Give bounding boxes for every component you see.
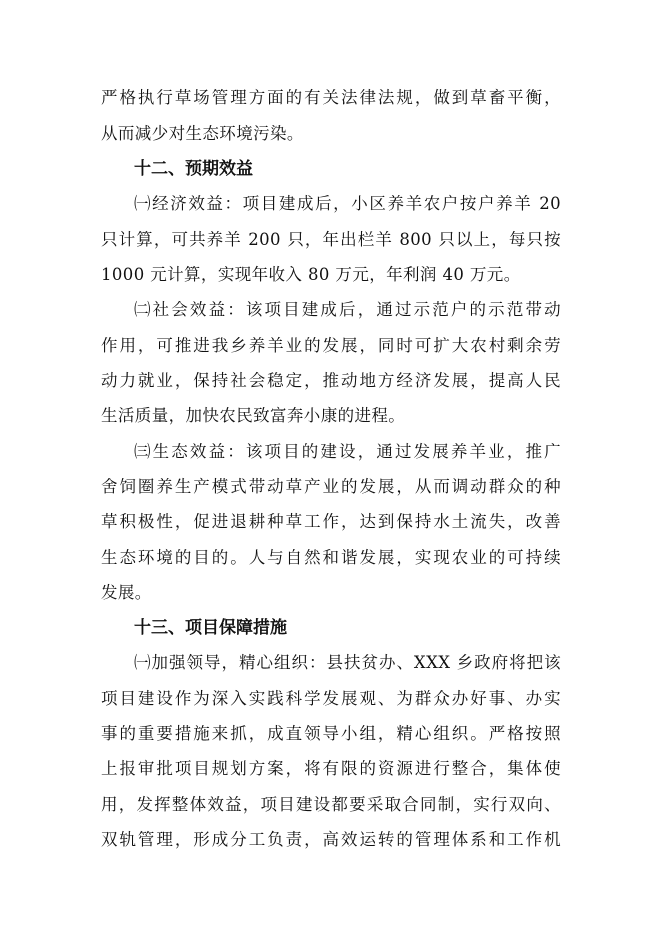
paragraph-line: 双轨管理，形成分工负责，高效运转的管理体系和工作机 xyxy=(101,830,561,849)
paragraph-line: 从而减少对生态环境污染。 xyxy=(101,124,304,143)
paragraph-line: 用，发挥整体效益，项目建设都要采取合同制，实行双向、 xyxy=(101,795,561,814)
paragraph-line: 只计算，可共养羊 200 只，年出栏羊 800 只以上，每只按 xyxy=(101,230,561,249)
paragraph-line: 上报审批项目规划方案，将有限的资源进行整合，集体使 xyxy=(101,759,561,778)
paragraph-line: ㈡社会效益：该项目建成后，通过示范户的示范带动 xyxy=(134,300,561,319)
section-heading: 十二、预期效益 xyxy=(134,159,253,179)
paragraph-line: 事的重要措施来抓，成直领导小组，精心组织。严格按照 xyxy=(101,724,561,743)
paragraph-line: 生态环境的目的。人与自然和谐发展，实现农业的可持续 xyxy=(101,548,561,567)
paragraph-line: 发展。 xyxy=(101,583,152,602)
paragraph-line: 动力就业，保持社会稳定，推动地方经济发展，提高人民 xyxy=(101,371,561,390)
paragraph-line: 生活质量，加快农民致富奔小康的进程。 xyxy=(101,406,406,425)
paragraph-line: ㈠经济效益：项目建成后，小区养羊农户按户养羊 20 xyxy=(134,194,561,213)
paragraph-line: 舍饲圈养生产模式带动草产业的发展，从而调动群众的种 xyxy=(101,477,561,496)
paragraph-line: ㈢生态效益：该项目的建设，通过发展养羊业，推广 xyxy=(134,442,561,461)
paragraph-line: 项目建设作为深入实践科学发展观、为群众办好事、办实 xyxy=(101,689,561,708)
paragraph-line: 草积极性，促进退耕种草工作，达到保持水土流失，改善 xyxy=(101,512,561,531)
paragraph-line: 作用，可推进我乡养羊业的发展，同时可扩大农村剩余劳 xyxy=(101,336,561,355)
paragraph-line: 严格执行草场管理方面的有关法律法规，做到草畜平衡， xyxy=(101,88,561,107)
paragraph-line: 1000 元计算，实现年收入 80 万元，年利润 40 万元。 xyxy=(101,265,521,284)
paragraph-line: ㈠加强领导，精心组织：县扶贫办、XXX 乡政府将把该 xyxy=(134,653,561,672)
section-heading: 十三、项目保障措施 xyxy=(134,618,287,638)
